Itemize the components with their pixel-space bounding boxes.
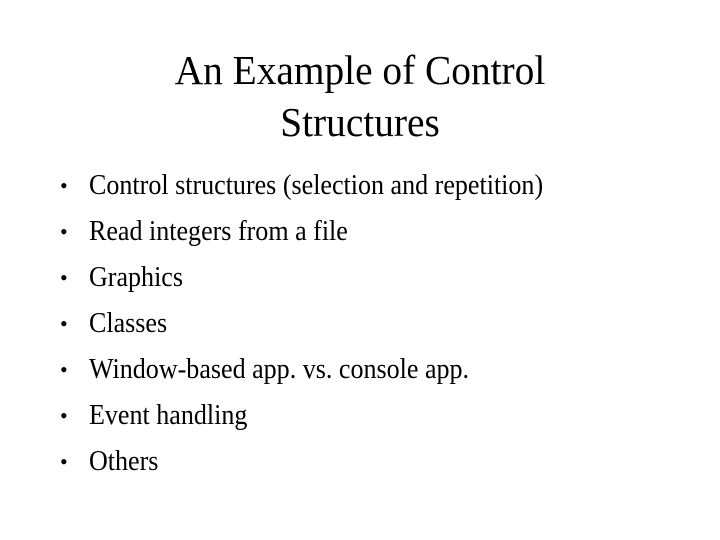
- bullet-text: Others: [89, 446, 159, 477]
- title-line-2: Structures: [280, 99, 440, 145]
- bullet-icon: •: [60, 357, 68, 382]
- bullet-item: [60, 255, 700, 301]
- bullet-item: [60, 347, 700, 393]
- bullet-text: Graphics: [89, 262, 184, 293]
- bullet-icon: •: [60, 173, 68, 198]
- bullet-icon: •: [60, 311, 68, 336]
- bullet-item: [60, 301, 700, 347]
- slide-title: [14, 44, 705, 148]
- bullet-item: [60, 393, 700, 439]
- bullet-item: [60, 163, 700, 209]
- title-line-1: An Example of Control: [174, 47, 546, 93]
- bullet-text: Window-based app. vs. console app.: [89, 354, 470, 385]
- bullet-text: Control structures (selection and repetition): [89, 170, 544, 201]
- bullet-text: Event handling: [89, 400, 248, 431]
- bullet-item: [60, 439, 700, 485]
- bullet-item: [60, 209, 700, 255]
- bullet-text: Read integers from a file: [89, 216, 348, 247]
- bullet-icon: •: [60, 403, 68, 428]
- bullet-icon: •: [60, 219, 68, 244]
- bullet-list: [60, 163, 700, 485]
- bullet-icon: •: [60, 265, 68, 290]
- bullet-text: Classes: [89, 308, 168, 339]
- bullet-icon: •: [60, 449, 68, 474]
